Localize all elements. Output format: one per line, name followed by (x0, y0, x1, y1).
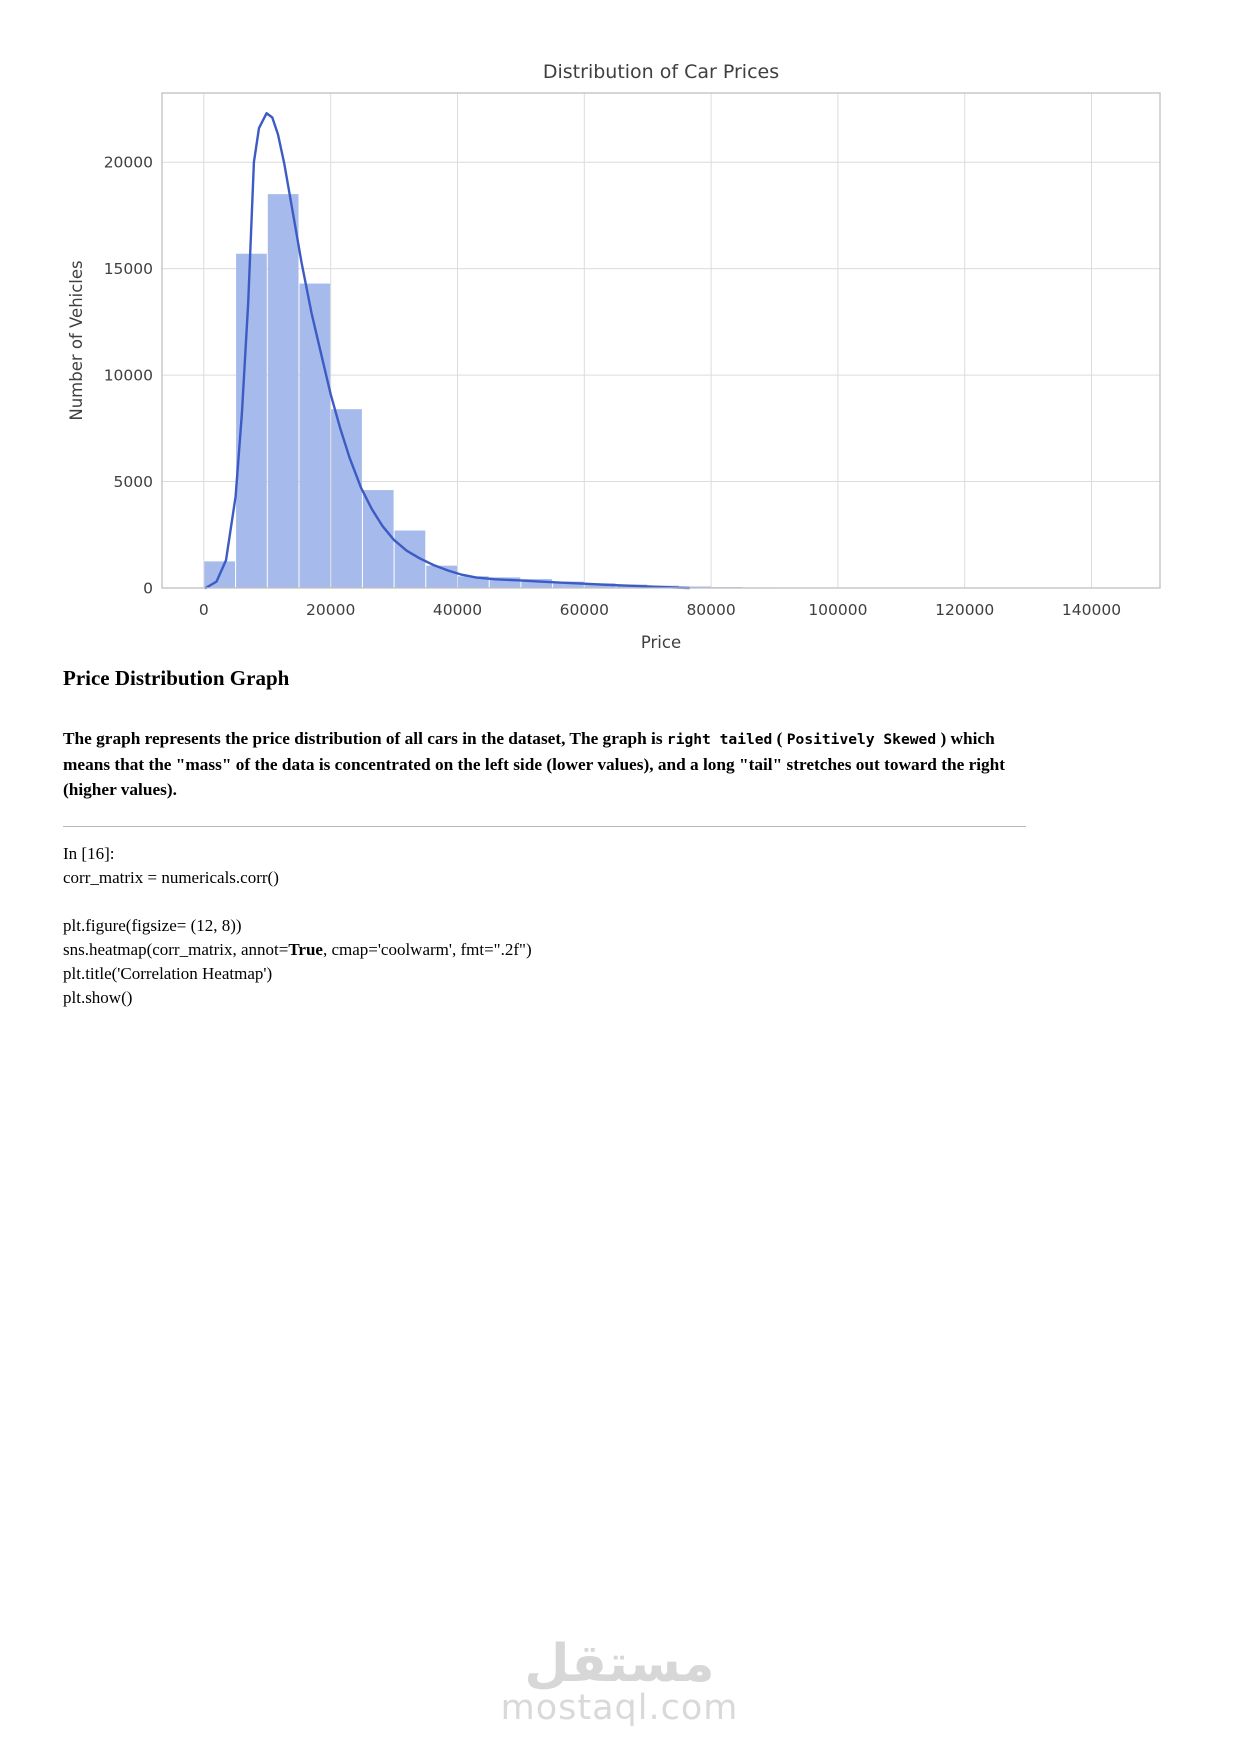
code-lines (63, 866, 532, 1010)
y-axis-label: Number of Vehicles (67, 260, 86, 421)
y-tick-label: 15000 (103, 260, 153, 279)
x-tick-label: 80000 (686, 601, 736, 619)
x-tick-label: 100000 (808, 601, 868, 619)
code-line: plt.figure(figsize= (12, 8)) (63, 916, 242, 935)
histogram-bar (331, 409, 362, 588)
section-heading: Price Distribution Graph (63, 666, 290, 690)
section-divider (63, 826, 1026, 827)
watermark-url: mostaql.com (500, 1688, 739, 1728)
watermark (0, 1636, 1239, 1726)
y-tick-label: 20000 (103, 153, 153, 172)
code-cell (63, 842, 532, 1010)
code-line (63, 890, 532, 914)
x-tick-label: 0 (198, 601, 209, 619)
code-line: plt.title('Correlation Heatmap') (63, 964, 273, 983)
description-text: ( (772, 729, 787, 748)
x-axis-label: Price (640, 633, 682, 652)
code-line: sns.heatmap(corr_matrix, annot=True, cmap='coolwarm', fmt=".2f") (63, 940, 532, 959)
y-tick-label: 0 (143, 579, 153, 598)
description-text: The graph represents the price distribution of all cars in the dataset, The graph is (63, 729, 667, 748)
code-line: plt.show() (63, 988, 133, 1007)
y-tick-label: 5000 (113, 473, 153, 491)
x-tick-label: 140000 (1061, 601, 1122, 619)
mostaql-logo: مستقل (524, 1634, 715, 1694)
description-text: ) which means that the "mass" of the data is concentrated on the left side (lower values), and a long "tail" stretches out toward the right (higher values). (63, 729, 1006, 799)
inline-code: right tailed (666, 731, 773, 748)
inline-code: Positively Skewed (786, 731, 937, 748)
x-tick-label: 120000 (935, 601, 995, 619)
cell-prompt: In [16]: (63, 844, 115, 863)
x-tick-label: 20000 (306, 601, 356, 619)
x-tick-label: 60000 (559, 601, 609, 619)
histogram-bar (268, 194, 299, 588)
histogram-bar (363, 490, 394, 588)
price-distribution-chart (0, 0, 1239, 660)
y-tick-label: 10000 (103, 366, 153, 385)
chart-title: Distribution of Car Prices (542, 61, 780, 83)
graph-description (63, 726, 1035, 802)
x-tick-label: 40000 (432, 601, 483, 619)
code-line: corr_matrix = numericals.corr() (63, 868, 279, 887)
